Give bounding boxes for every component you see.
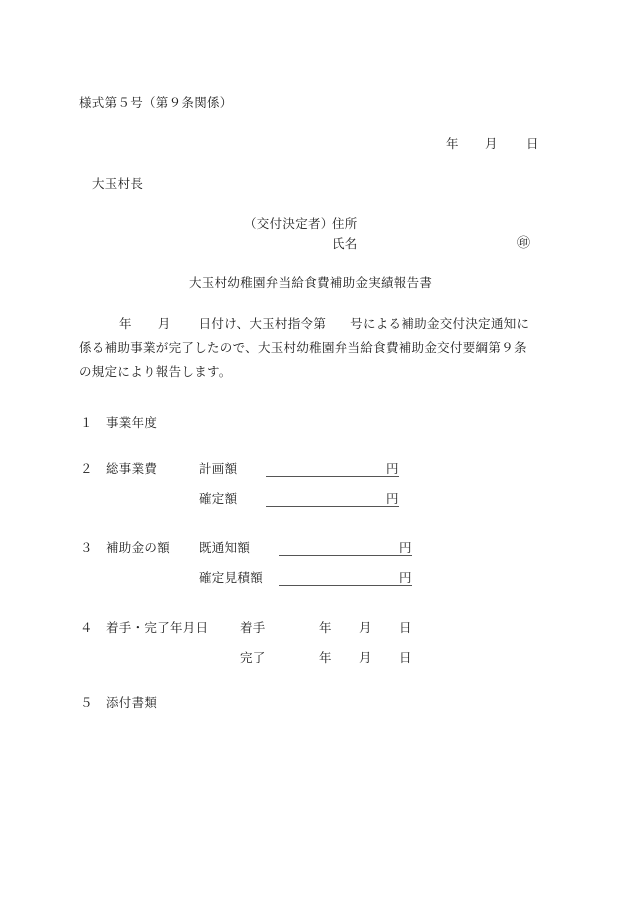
start-label: 着手 (240, 620, 266, 635)
yen-unit: 円 (386, 491, 399, 506)
confirmed-amount-label: 確定額 (199, 491, 238, 506)
body-day-text: 日付け、大玉村指令第 (198, 316, 327, 331)
notified-amount-label: 既通知額 (199, 540, 251, 555)
item-number: ３ (80, 540, 93, 555)
addressee: 大玉村長 (92, 176, 144, 191)
yen-unit: 円 (386, 461, 399, 476)
item-label: 補助金の額 (106, 540, 171, 555)
body-month-label: 月 (157, 316, 171, 331)
estimated-amount-field[interactable] (279, 585, 412, 586)
item-label: 着手・完了年月日 (106, 620, 209, 635)
body-paragraph (79, 312, 559, 384)
start-year-label: 年 (319, 620, 332, 635)
yen-unit: 円 (399, 570, 412, 585)
item-number: ５ (80, 695, 93, 710)
date-month-label: 月 (485, 136, 498, 151)
notified-amount-field[interactable] (279, 555, 412, 556)
estimated-amount-label: 確定見積額 (199, 570, 264, 585)
applicant-role-label: （交付決定者） (244, 216, 334, 231)
start-day-label: 日 (399, 620, 412, 635)
body-rest-text: 号による補助金交付決定通知に (350, 316, 530, 331)
item-label: 総事業費 (106, 461, 158, 476)
confirmed-amount-field[interactable] (266, 506, 399, 507)
item-number: ４ (80, 620, 93, 635)
body-year-label: 年 (119, 316, 132, 331)
body-line-1 (79, 312, 559, 336)
date-year-label: 年 (446, 136, 459, 151)
yen-unit: 円 (399, 540, 412, 555)
planned-amount-field[interactable] (266, 476, 399, 477)
body-line-3: の規定により報告します。 (79, 364, 232, 379)
date-day-label: 日 (526, 136, 539, 151)
completion-day-label: 日 (399, 650, 412, 665)
item-label: 事業年度 (106, 415, 158, 430)
name-label: 氏名 (332, 236, 358, 251)
completion-month-label: 月 (359, 650, 372, 665)
form-number: 様式第５号（第９条関係） (79, 95, 233, 110)
address-label: 住所 (332, 216, 358, 231)
start-month-label: 月 (359, 620, 372, 635)
completion-label: 完了 (240, 650, 266, 665)
completion-year-label: 年 (319, 650, 332, 665)
planned-amount-label: 計画額 (199, 461, 238, 476)
body-line-2: 係る補助事業が完了したので、大玉村幼稚園弁当給食費補助金交付要綱第９条 (79, 340, 527, 355)
seal-icon: ㊞ (517, 236, 531, 251)
document-title: 大玉村幼稚園弁当給食費補助金実績報告書 (189, 275, 433, 290)
item-number: ２ (80, 461, 93, 476)
item-label: 添付書類 (106, 695, 158, 710)
item-number: １ (80, 415, 93, 430)
